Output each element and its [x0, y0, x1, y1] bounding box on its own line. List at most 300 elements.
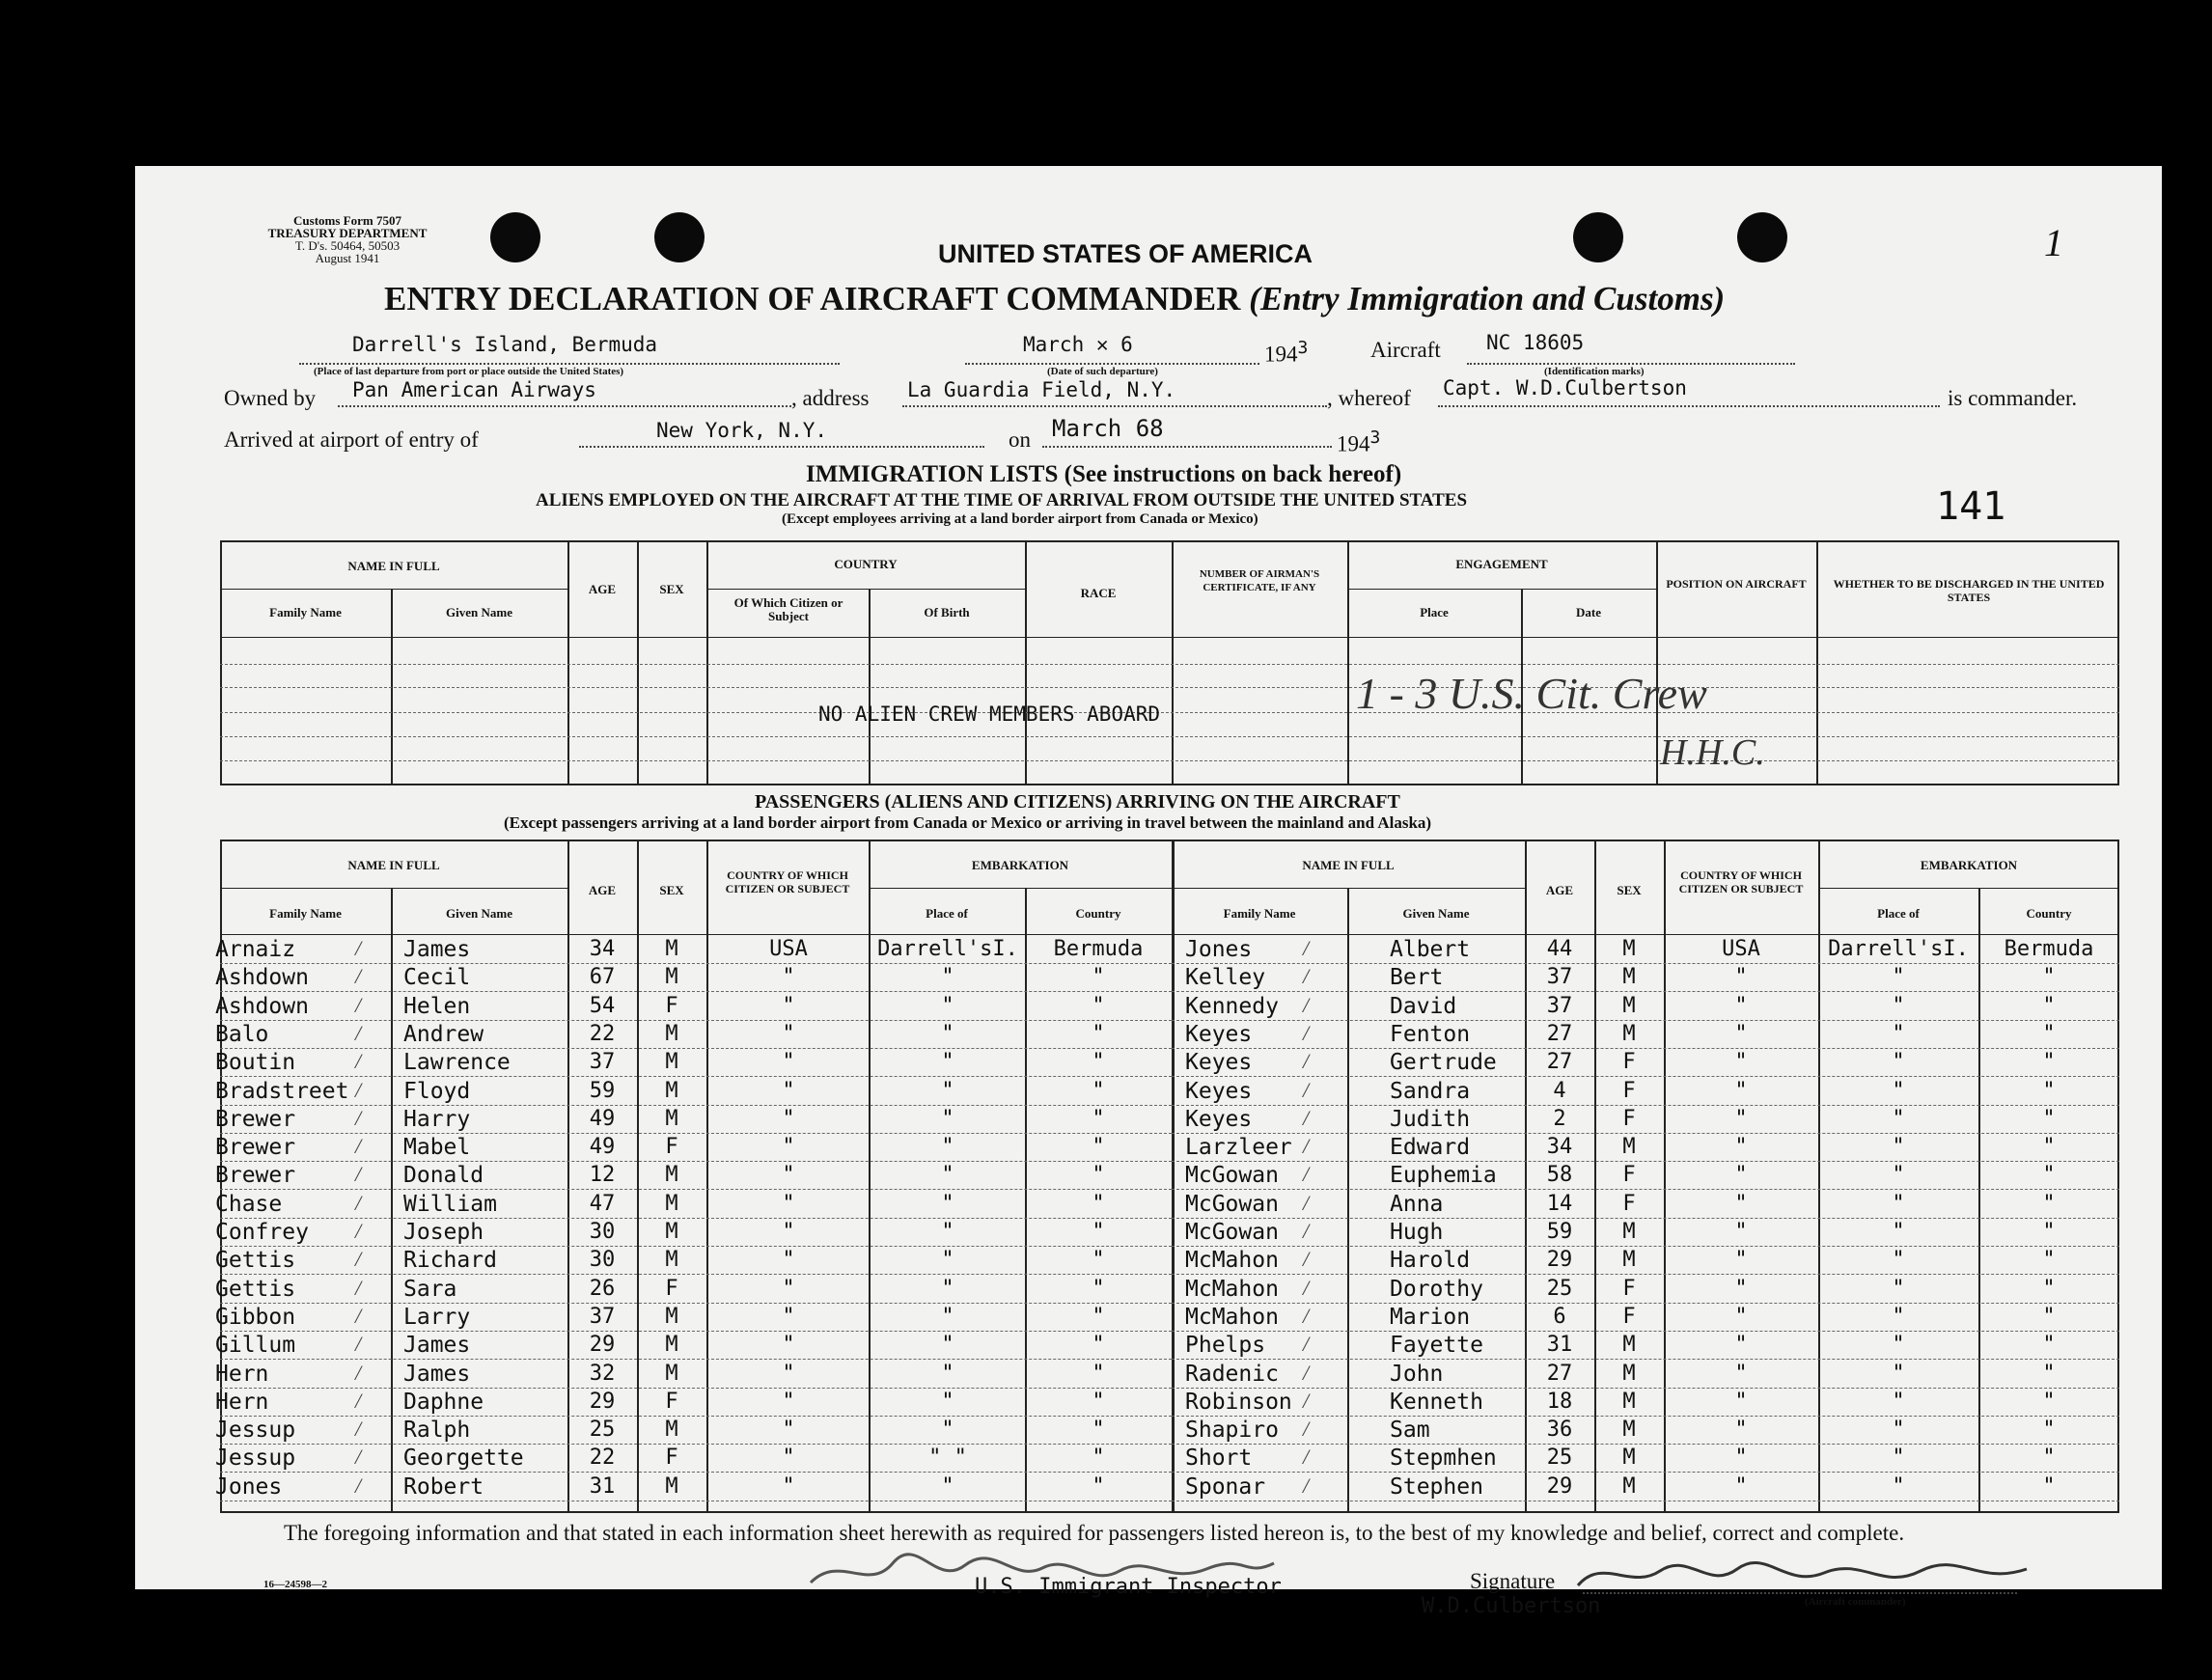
passenger-given-cell: Ralph: [403, 1418, 471, 1443]
passenger-sex-cell: F: [1622, 1107, 1636, 1131]
passenger-sex-cell: M: [665, 965, 678, 989]
passenger-given-cell: Cecil: [403, 965, 471, 990]
check-mark: /: [355, 1417, 362, 1441]
passenger-age-cell: 29: [589, 1390, 616, 1414]
check-mark: /: [355, 1276, 362, 1300]
passenger-age-cell: 25: [589, 1418, 616, 1442]
form-id: Customs Form 7507 TREASURY DEPARTMENT T. D's. 50464, 50503 August 1941: [267, 213, 428, 265]
punch-hole: [1737, 212, 1787, 262]
passenger-family-cell: McGowan: [1185, 1163, 1279, 1188]
passenger-family-cell: Ashdown: [215, 994, 309, 1019]
passenger-sex-cell: M: [1622, 1022, 1636, 1046]
passenger-sex-cell: M: [1622, 1248, 1636, 1272]
passenger-place-cell: ": [1892, 1277, 1905, 1301]
passenger-citizen-cell: ": [1734, 1277, 1748, 1301]
passenger-given-cell: Stephen: [1390, 1474, 1483, 1500]
passenger-given-cell: Helen: [403, 994, 471, 1019]
passenger-citizen-cell: ": [782, 1220, 795, 1244]
passenger-given-cell: Kenneth: [1390, 1390, 1483, 1415]
passenger-place-cell: " ": [928, 1446, 967, 1470]
passenger-country-cell: ": [1092, 1107, 1105, 1131]
passenger-age-cell: 14: [1546, 1192, 1573, 1216]
on-label: on: [1009, 427, 1031, 452]
passenger-family-cell: McGowan: [1185, 1192, 1279, 1217]
check-mark: /: [1303, 1332, 1310, 1356]
passenger-place-cell: ": [941, 1362, 954, 1386]
passenger-given-cell: Sandra: [1390, 1079, 1471, 1104]
check-mark: /: [355, 993, 362, 1017]
arrived-label: Arrived at airport of entry of: [224, 427, 479, 452]
check-mark: /: [1303, 936, 1310, 960]
passenger-citizen-cell: USA: [769, 937, 808, 961]
passenger-family-cell: Kelley: [1185, 965, 1266, 990]
passenger-age-cell: 59: [589, 1079, 616, 1103]
passenger-given-cell: Fayette: [1390, 1333, 1483, 1358]
departure-year: $194^3$: [1264, 338, 1309, 367]
passenger-given-cell: Albert: [1390, 937, 1471, 962]
passenger-age-cell: 4: [1553, 1079, 1566, 1103]
passenger-given-cell: Anna: [1390, 1192, 1444, 1217]
passenger-family-cell: McMahon: [1185, 1248, 1279, 1273]
passenger-age-cell: 30: [589, 1220, 616, 1244]
crew-note: NO ALIEN CREW MEMBERS ABOARD: [818, 702, 1161, 726]
check-mark: /: [355, 1191, 362, 1215]
passenger-age-cell: 29: [1546, 1474, 1573, 1499]
passenger-country-cell: ": [1092, 1248, 1105, 1272]
passenger-given-cell: Georgette: [403, 1446, 524, 1471]
arrival-year: $194^3$: [1337, 427, 1381, 456]
check-mark: /: [1303, 1078, 1310, 1102]
passenger-family-cell: Radenic: [1185, 1362, 1279, 1387]
aliens-heading: ALIENS EMPLOYED ON THE AIRCRAFT AT THE TIME OF ARRIVAL FROM OUTSIDE THE UNITED STATES: [536, 490, 1468, 510]
passenger-sex-cell: M: [1622, 937, 1636, 961]
passenger-family-cell: McGowan: [1185, 1220, 1279, 1245]
passenger-country-cell: ": [1092, 1390, 1105, 1414]
form-title: ENTRY DECLARATION OF AIRCRAFT COMMANDER (Entry Immigration and Customs): [384, 280, 1726, 317]
whereof-label: , whereof: [1327, 386, 1411, 410]
passenger-sex-cell: M: [665, 1107, 678, 1131]
passenger-country-cell: ": [1092, 1192, 1105, 1216]
signature-caption: (Aircraft commander): [1805, 1596, 1906, 1608]
passenger-place-cell: ": [941, 1248, 954, 1272]
passengers-subheading: (Except passengers arriving at a land border airport from Canada or Mexico or arriving in travel between the mainland and Alaska): [504, 813, 1432, 832]
passenger-given-cell: Sam: [1390, 1418, 1430, 1443]
aliens-subheading: (Except employees arriving at a land border airport from Canada or Mexico): [782, 511, 1258, 527]
passenger-family-cell: Arnaiz: [215, 937, 296, 962]
passenger-given-cell: Mabel: [403, 1135, 471, 1160]
crew-initials: H.H.C.: [1660, 732, 1765, 773]
passenger-place-cell: ": [941, 994, 954, 1018]
passenger-place-cell: ": [1892, 1446, 1905, 1470]
aircraft-label: Aircraft: [1370, 338, 1441, 362]
passenger-place-cell: ": [1892, 1333, 1905, 1357]
crew-handwritten-note: 1 - 3 U.S. Cit. Crew: [1356, 669, 1707, 718]
pax-header-citizen-right: COUNTRY OF WHICH CITIZEN OR SUBJECT: [1678, 868, 1804, 895]
passenger-age-cell: 12: [589, 1163, 616, 1187]
passenger-place-cell: ": [941, 1333, 954, 1357]
passenger-country-cell: ": [2042, 1418, 2056, 1442]
signature-label: Signature: [1470, 1569, 1556, 1593]
passenger-place-cell: ": [941, 1474, 954, 1499]
passenger-place-cell: ": [941, 1305, 954, 1329]
passenger-country-cell: ": [1092, 1135, 1105, 1159]
passenger-family-cell: Sponar: [1185, 1474, 1266, 1500]
passenger-country-cell: ": [2042, 1050, 2056, 1074]
passenger-citizen-cell: ": [782, 1163, 795, 1187]
passenger-citizen-cell: ": [1734, 965, 1748, 989]
passenger-given-cell: James: [403, 937, 471, 962]
check-mark: /: [355, 964, 362, 988]
check-mark: /: [355, 1021, 362, 1045]
pax-header-embarkation-right: EMBARKATION: [1920, 858, 2018, 872]
check-mark: /: [355, 1247, 362, 1271]
passenger-citizen-cell: ": [1734, 1474, 1748, 1499]
check-mark: /: [1303, 1191, 1310, 1215]
crew-header-race: RACE: [1080, 586, 1117, 600]
pax-header-country-right: Country: [2026, 906, 2072, 921]
check-mark: /: [355, 1473, 362, 1498]
passenger-place-cell: ": [1892, 1418, 1905, 1442]
passenger-citizen-cell: ": [1734, 1220, 1748, 1244]
passenger-country-cell: ": [2042, 1135, 2056, 1159]
passenger-citizen-cell: ": [782, 1107, 795, 1131]
passenger-sex-cell: M: [665, 1192, 678, 1216]
passenger-given-cell: Judith: [1390, 1107, 1471, 1132]
passenger-place-cell: ": [1892, 1390, 1905, 1414]
passenger-country-cell: ": [1092, 1022, 1105, 1046]
passenger-country-cell: ": [1092, 1418, 1105, 1442]
passenger-citizen-cell: ": [782, 965, 795, 989]
passenger-age-cell: 34: [1546, 1135, 1573, 1159]
check-mark: /: [355, 1134, 362, 1158]
crew-header-age: AGE: [588, 582, 617, 596]
passenger-country-cell: ": [2042, 994, 2056, 1018]
passenger-given-cell: James: [403, 1333, 471, 1358]
passenger-age-cell: 22: [589, 1446, 616, 1470]
address-label: , address: [791, 386, 870, 410]
passenger-age-cell: 59: [1546, 1220, 1573, 1244]
declaration: The foregoing information and that stated in each information sheet herewith as required for passengers listed hereon is, to the best of my knowledge and belief, correct and complete.: [284, 1521, 1905, 1545]
passenger-age-cell: 25: [1546, 1446, 1573, 1470]
passenger-family-cell: Keyes: [1185, 1050, 1253, 1075]
passenger-country-cell: ": [2042, 1163, 2056, 1187]
crew-header-name: NAME IN FULL: [347, 559, 440, 573]
passenger-sex-cell: F: [1622, 1305, 1636, 1329]
passenger-citizen-cell: ": [1734, 1135, 1748, 1159]
departure-place-caption: (Place of last departure from port or place outside the United States): [314, 366, 624, 377]
stamp-number: 141: [1936, 484, 2006, 529]
check-mark: /: [355, 1106, 362, 1130]
passenger-sex-cell: M: [665, 1050, 678, 1074]
passenger-family-cell: Hern: [215, 1362, 269, 1387]
passenger-family-cell: Shapiro: [1185, 1418, 1279, 1443]
crew-header-engagement: ENGAGEMENT: [1455, 557, 1548, 571]
owned-by-label: Owned by: [224, 386, 317, 410]
crew-header-sex: SEX: [659, 582, 684, 596]
passenger-place-cell: ": [941, 1022, 954, 1046]
passenger-sex-cell: F: [665, 994, 678, 1018]
passenger-sex-cell: M: [1622, 1362, 1636, 1386]
passenger-country-cell: ": [2042, 1305, 2056, 1329]
passenger-given-cell: Harold: [1390, 1248, 1471, 1273]
departure-date-caption: (Date of such departure): [1047, 366, 1158, 377]
passenger-age-cell: 36: [1546, 1418, 1573, 1442]
passenger-place-cell: ": [1892, 965, 1905, 989]
passenger-country-cell: ": [2042, 1079, 2056, 1103]
passenger-place-cell: ": [1892, 1305, 1905, 1329]
passenger-given-cell: John: [1390, 1362, 1444, 1387]
passenger-given-cell: Richard: [403, 1248, 497, 1273]
check-mark: /: [1303, 1247, 1310, 1271]
passenger-citizen-cell: ": [782, 1022, 795, 1046]
pax-header-given-right: Given Name: [1402, 906, 1470, 921]
check-mark: /: [1303, 1445, 1310, 1469]
pax-header-age-left: AGE: [588, 883, 617, 897]
passenger-family-cell: Balo: [215, 1022, 269, 1047]
passenger-given-cell: Marion: [1390, 1305, 1471, 1330]
passenger-age-cell: 6: [1553, 1305, 1566, 1329]
passenger-citizen-cell: ": [1734, 1305, 1748, 1329]
passenger-sex-cell: M: [1622, 1220, 1636, 1244]
passenger-family-cell: Gillum: [215, 1333, 296, 1358]
check-mark: /: [1303, 964, 1310, 988]
passenger-citizen-cell: ": [782, 994, 795, 1018]
passenger-country-cell: ": [2042, 1022, 2056, 1046]
passenger-citizen-cell: ": [782, 1050, 795, 1074]
pax-header-country-left: Country: [1075, 906, 1121, 921]
passenger-citizen-cell: ": [1734, 1248, 1748, 1272]
passengers-heading: PASSENGERS (ALIENS AND CITIZENS) ARRIVING ON THE AIRCRAFT: [755, 791, 1400, 812]
check-mark: /: [355, 1162, 362, 1186]
passenger-place-cell: ": [1892, 1362, 1905, 1386]
passenger-sex-cell: F: [665, 1446, 678, 1470]
passenger-family-cell: Chase: [215, 1192, 283, 1217]
passenger-family-cell: Kennedy: [1185, 994, 1279, 1019]
check-mark: /: [1303, 1162, 1310, 1186]
passenger-given-cell: Bert: [1390, 965, 1444, 990]
punch-hole: [490, 212, 540, 262]
passenger-sex-cell: M: [665, 1474, 678, 1499]
passenger-country-cell: ": [1092, 1446, 1105, 1470]
passenger-place-cell: Darrell'sI.: [877, 937, 1018, 961]
passenger-family-cell: Jones: [1185, 937, 1253, 962]
passenger-sex-cell: F: [665, 1135, 678, 1159]
passenger-place-cell: ": [1892, 994, 1905, 1018]
passenger-given-cell: William: [403, 1192, 497, 1217]
passenger-citizen-cell: ": [782, 1192, 795, 1216]
passenger-citizen-cell: ": [782, 1277, 795, 1301]
departure-date: March ✕ 6: [1023, 333, 1133, 356]
pax-header-embarkation-left: EMBARKATION: [971, 858, 1069, 872]
arrival-place: New York, N.Y.: [656, 419, 828, 442]
passenger-given-cell: Stepmhen: [1390, 1446, 1497, 1471]
passenger-sex-cell: F: [665, 1390, 678, 1414]
passenger-age-cell: 37: [589, 1305, 616, 1329]
aircraft-id: NC 18605: [1486, 331, 1585, 354]
passenger-citizen-cell: ": [782, 1418, 795, 1442]
check-mark: /: [1303, 1417, 1310, 1441]
passenger-sex-cell: M: [665, 1333, 678, 1357]
passenger-country-cell: ": [1092, 994, 1105, 1018]
passenger-country-cell: Bermuda: [1053, 937, 1144, 961]
passenger-given-cell: James: [403, 1362, 471, 1387]
passenger-age-cell: 29: [1546, 1248, 1573, 1272]
crew-header-discharge: WHETHER TO BE DISCHARGED IN THE UNITED STATES: [1833, 577, 2105, 604]
passenger-given-cell: Hugh: [1390, 1220, 1444, 1245]
owner: Pan American Airways: [352, 378, 596, 401]
passenger-citizen-cell: ": [1734, 1022, 1748, 1046]
crew-header-place: Place: [1420, 605, 1449, 620]
passenger-age-cell: 30: [589, 1248, 616, 1272]
crew-header-given: Given Name: [446, 605, 512, 620]
passenger-family-cell: Gettis: [215, 1248, 296, 1273]
passenger-country-cell: ": [2042, 1192, 2056, 1216]
is-commander-label: is commander.: [1948, 386, 2078, 410]
passenger-citizen-cell: ": [782, 1446, 795, 1470]
passenger-country-cell: ": [2042, 1446, 2056, 1470]
passenger-family-cell: Gibbon: [215, 1305, 296, 1330]
passenger-age-cell: 27: [1546, 1362, 1573, 1386]
passenger-age-cell: 22: [589, 1022, 616, 1046]
commander-printed-name: W.D.Culbertson: [1422, 1594, 1601, 1618]
passenger-family-cell: Jessup: [215, 1446, 296, 1471]
passenger-country-cell: ": [1092, 1333, 1105, 1357]
passenger-family-cell: Keyes: [1185, 1079, 1253, 1104]
check-mark: /: [1303, 1389, 1310, 1413]
check-mark: /: [1303, 1106, 1310, 1130]
passenger-age-cell: 47: [589, 1192, 616, 1216]
passenger-family-cell: Larzleer: [1185, 1135, 1292, 1160]
check-mark: /: [355, 936, 362, 960]
passenger-age-cell: 29: [589, 1333, 616, 1357]
address: La Guardia Field, N.Y.: [907, 378, 1176, 401]
passenger-country-cell: ": [2042, 1390, 2056, 1414]
page-number: 1: [2044, 221, 2063, 264]
passenger-place-cell: ": [941, 1418, 954, 1442]
passenger-citizen-cell: ": [1734, 1192, 1748, 1216]
passenger-age-cell: 25: [1546, 1277, 1573, 1301]
passenger-place-cell: ": [1892, 1022, 1905, 1046]
arrival-date: March 68: [1052, 415, 1164, 442]
passenger-age-cell: 37: [1546, 965, 1573, 989]
passenger-age-cell: 37: [1546, 994, 1573, 1018]
passenger-family-cell: Confrey: [215, 1220, 309, 1245]
passenger-country-cell: ": [1092, 1474, 1105, 1499]
check-mark: /: [355, 1219, 362, 1243]
passenger-age-cell: 44: [1546, 937, 1573, 961]
form-number: 16—24598—2: [263, 1579, 327, 1590]
passenger-family-cell: Short: [1185, 1446, 1253, 1471]
passenger-family-cell: Brewer: [215, 1107, 296, 1132]
crew-header-citizen: Of Which Citizen or Subject: [733, 595, 843, 623]
passenger-family-cell: McMahon: [1185, 1305, 1279, 1330]
passenger-country-cell: ": [1092, 965, 1105, 989]
passenger-given-cell: David: [1390, 994, 1457, 1019]
passenger-age-cell: 37: [589, 1050, 616, 1074]
passenger-sex-cell: M: [1622, 1333, 1636, 1357]
passenger-given-cell: Euphemia: [1390, 1163, 1497, 1188]
passenger-place-cell: ": [1892, 1050, 1905, 1074]
passenger-age-cell: 67: [589, 965, 616, 989]
passenger-citizen-cell: ": [1734, 1418, 1748, 1442]
passenger-family-cell: Keyes: [1185, 1022, 1253, 1047]
passenger-country-cell: ": [2042, 1107, 2056, 1131]
passenger-sex-cell: M: [665, 1079, 678, 1103]
passenger-sex-cell: M: [1622, 1418, 1636, 1442]
passenger-sex-cell: F: [1622, 1277, 1636, 1301]
passenger-given-cell: Floyd: [403, 1079, 471, 1104]
check-mark: /: [355, 1361, 362, 1385]
passenger-country-cell: ": [2042, 1248, 2056, 1272]
passenger-country-cell: Bermuda: [2004, 937, 2094, 961]
crew-header-country: COUNTRY: [834, 557, 898, 571]
passenger-family-cell: Gettis: [215, 1277, 296, 1302]
passenger-age-cell: 2: [1553, 1107, 1566, 1131]
passenger-country-cell: ": [1092, 1305, 1105, 1329]
passenger-place-cell: ": [941, 1050, 954, 1074]
passenger-sex-cell: F: [1622, 1163, 1636, 1187]
passenger-age-cell: 49: [589, 1135, 616, 1159]
passenger-sex-cell: M: [665, 1362, 678, 1386]
punch-hole: [1573, 212, 1623, 262]
passenger-sex-cell: M: [665, 1022, 678, 1046]
passenger-place-cell: ": [1892, 1474, 1905, 1499]
passenger-given-cell: Dorothy: [1390, 1277, 1483, 1302]
passenger-sex-cell: M: [1622, 1446, 1636, 1470]
check-mark: /: [1303, 1473, 1310, 1498]
passenger-age-cell: 32: [589, 1362, 616, 1386]
passenger-age-cell: 31: [589, 1474, 616, 1499]
passenger-sex-cell: M: [665, 1418, 678, 1442]
passenger-place-cell: ": [941, 1079, 954, 1103]
passenger-country-cell: ": [2042, 1474, 2056, 1499]
passenger-country-cell: ": [2042, 1333, 2056, 1357]
passenger-family-cell: Jones: [215, 1474, 283, 1500]
passenger-family-cell: Keyes: [1185, 1107, 1253, 1132]
passenger-place-cell: ": [1892, 1107, 1905, 1131]
commander: Capt. W.D.Culbertson: [1443, 376, 1687, 399]
passenger-place-cell: ": [941, 1107, 954, 1131]
passenger-sex-cell: F: [1622, 1192, 1636, 1216]
pax-header-name-left: NAME IN FULL: [347, 858, 440, 872]
passenger-place-cell: ": [1892, 1192, 1905, 1216]
passenger-citizen-cell: ": [1734, 1333, 1748, 1357]
passenger-place-cell: ": [941, 1135, 954, 1159]
passenger-family-cell: Phelps: [1185, 1333, 1266, 1358]
passenger-sex-cell: M: [665, 1248, 678, 1272]
passenger-family-cell: Hern: [215, 1390, 269, 1415]
passenger-citizen-cell: ": [1734, 994, 1748, 1018]
passenger-sex-cell: M: [665, 1220, 678, 1244]
passenger-country-cell: ": [1092, 1277, 1105, 1301]
check-mark: /: [1303, 1021, 1310, 1045]
passenger-age-cell: 54: [589, 994, 616, 1018]
pax-header-place-right: Place of: [1877, 906, 1920, 921]
passenger-given-cell: Larry: [403, 1305, 471, 1330]
crew-header-certificate: NUMBER OF AIRMAN'S CERTIFICATE, IF ANY: [1199, 568, 1320, 593]
passenger-place-cell: ": [1892, 1220, 1905, 1244]
check-mark: /: [1303, 1304, 1310, 1328]
passenger-country-cell: ": [1092, 1050, 1105, 1074]
passenger-given-cell: Harry: [403, 1107, 471, 1132]
crew-header-date: Date: [1576, 605, 1601, 620]
check-mark: /: [355, 1304, 362, 1328]
passenger-family-cell: Ashdown: [215, 965, 309, 990]
passenger-sex-cell: M: [1622, 1474, 1636, 1499]
passenger-citizen-cell: ": [782, 1333, 795, 1357]
passenger-sex-cell: M: [1622, 1390, 1636, 1414]
check-mark: /: [1303, 1361, 1310, 1385]
